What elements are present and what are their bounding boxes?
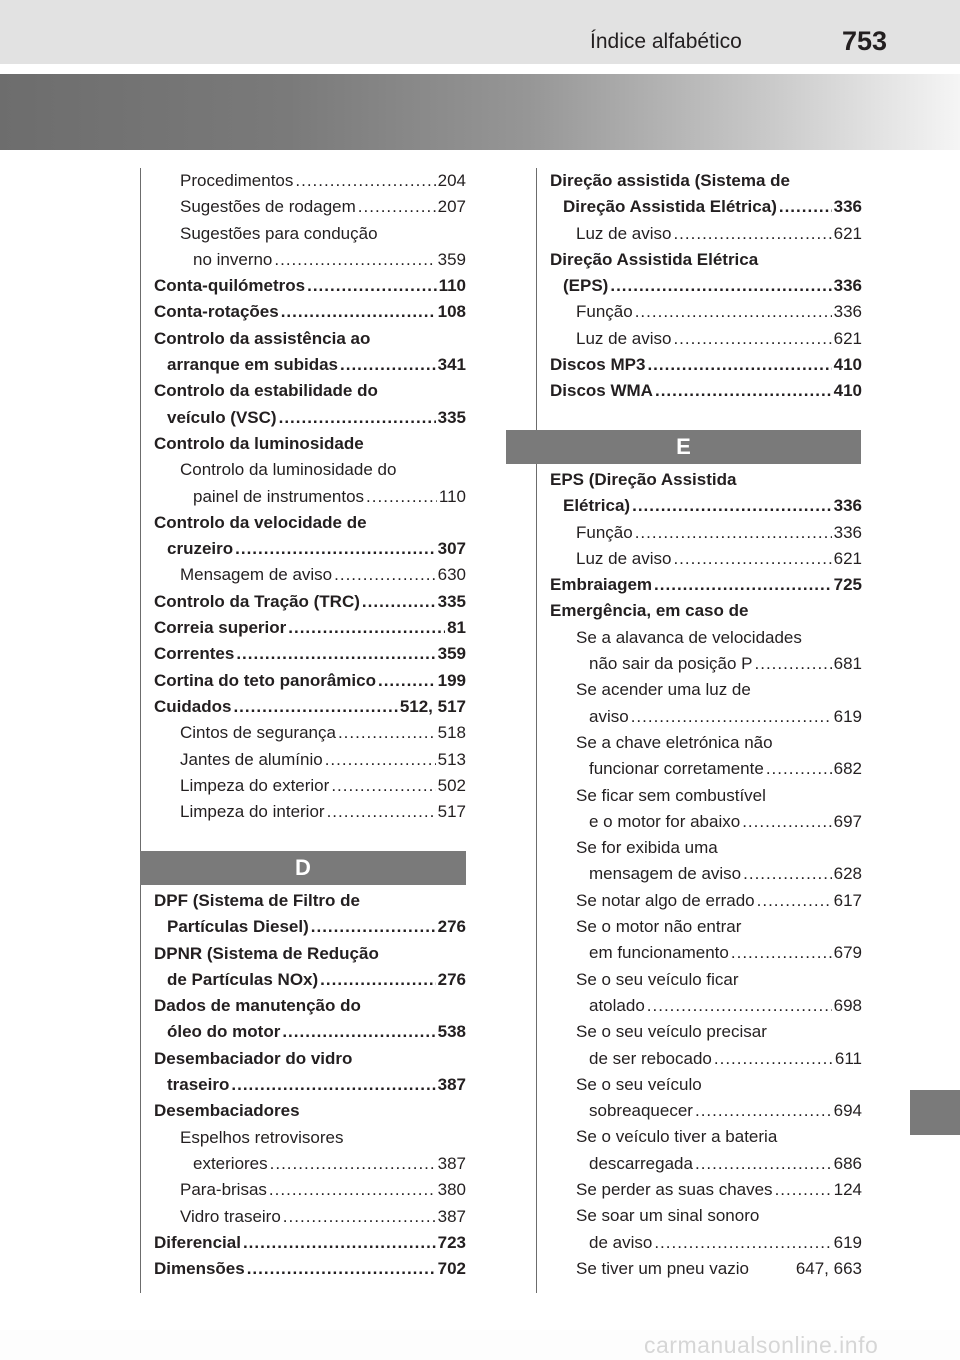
entry-page-ref: 359 [437,249,466,269]
entry-term: exteriores [193,1153,268,1173]
gradient-band [0,74,960,150]
entry-term: (EPS) [563,276,609,296]
entry-page-ref: 513 [437,749,466,769]
index-entry [550,299,862,325]
entry-term: Conta-quilómetros [154,276,306,296]
entry-term: Função [576,522,633,542]
index-entry [550,1256,862,1282]
entry-page-ref: 207 [437,197,466,217]
entry-term: e o motor for abaixo [589,811,741,831]
index-entry [550,546,862,572]
dot-leader [714,1046,833,1072]
dot-leader [655,378,832,404]
running-title: Índice alfabético [590,30,742,53]
entry-term: Correia superior [154,618,287,638]
index-entry [550,378,862,404]
dot-leader [695,1098,832,1124]
dot-leader [731,940,832,966]
dot-leader [743,861,831,887]
dot-leader [327,799,436,825]
entry-term: mensagem de aviso [589,864,742,884]
entry-page-ref: 702 [437,1259,466,1279]
index-entry [154,747,466,773]
index-entry [154,1204,466,1230]
index-column-right-e [550,467,862,1282]
entry-page-ref: 410 [833,355,862,375]
entry-term: Se perder as suas chaves [576,1180,773,1200]
index-entry [550,572,862,598]
index-entry [154,720,466,746]
dot-leader [647,993,832,1019]
dot-leader [673,221,831,247]
entry-term: Se notar algo de errado [576,890,755,910]
entry-term-line: Se ficar sem combustível [576,785,766,805]
index-column-left-c [154,168,466,825]
index-entry [154,641,466,667]
entry-page-ref: 723 [437,1232,466,1252]
entry-term: Sugestões de rodagem [180,197,356,217]
entry-term: atolado [589,995,645,1015]
index-entry [550,809,862,835]
index-entry [154,1177,466,1203]
entry-term: de aviso [589,1232,653,1252]
dot-leader [366,484,437,510]
index-entry [154,1072,466,1098]
dot-leader [654,572,832,598]
entry-page-ref: 276 [437,969,466,989]
dot-leader [288,615,445,641]
entry-term-line: Controlo da luminosidade do [180,460,397,480]
index-entry [550,221,862,247]
dot-leader [673,326,831,352]
entry-term-line: Se soar um sinal sonoro [576,1206,760,1226]
entry-term-line: Direção assistida (Sistema de [550,171,791,190]
entry-term: Limpeza do exterior [180,775,330,795]
entry-term-line: Se o motor não entrar [576,917,742,937]
dot-leader [281,299,436,325]
entry-page-ref: 336 [833,496,862,516]
entry-page-ref: 199 [437,670,466,690]
entry-term-line: Controlo da luminosidade [154,433,364,453]
entry-term-line: Se a alavanca de velocidades [576,627,802,647]
dot-leader [340,352,436,378]
index-entry [550,1151,862,1177]
entry-term: Luz de aviso [576,548,672,568]
index-entry [550,1230,862,1256]
dot-leader [243,1230,436,1256]
dot-leader [673,546,831,572]
dot-leader [378,668,436,694]
index-entry [154,1151,466,1177]
entry-term: painel de instrumentos [193,486,365,506]
section-letter-d: D [295,855,311,880]
entry-term: Função [576,302,633,322]
entry-page-ref: 619 [833,1232,862,1252]
entry-page-ref: 694 [833,1101,862,1121]
page-number: 753 [842,26,888,56]
entry-page-ref: 621 [833,328,862,348]
entry-page-ref: 502 [437,775,466,795]
entry-page-ref: 698 [833,995,862,1015]
dot-leader [635,520,832,546]
index-entry [550,651,862,677]
dot-leader [235,536,435,562]
entry-term: Dimensões [154,1259,245,1279]
index-entry [154,247,466,273]
entry-page-ref: 204 [437,171,466,190]
entry-term: Luz de aviso [576,223,672,243]
dot-leader [236,641,435,667]
dot-leader [775,1177,832,1203]
entry-page-ref: 621 [833,548,862,568]
entry-page-ref: 336 [833,197,862,217]
entry-page-ref: 686 [833,1153,862,1173]
entry-page-ref: 725 [833,575,862,595]
entry-page-ref: 335 [437,407,466,427]
index-entry [550,520,862,546]
entry-page-ref: 380 [437,1180,466,1200]
entry-term-line: DPNR (Sistema de Redução [154,943,379,963]
entry-term: Luz de aviso [576,328,672,348]
dot-leader [635,299,832,325]
dot-leader [766,756,832,782]
entry-page-ref: 518 [437,723,466,743]
entry-term: de Partículas NOx) [167,969,319,989]
entry-term-line: Se for exibida uma [576,838,718,858]
index-entry [154,194,466,220]
index-entry [550,1046,862,1072]
entry-term-line: Se acender uma luz de [576,680,751,700]
entry-term: em funcionamento [589,943,729,963]
index-entry [154,1019,466,1045]
entry-page-ref: 110 [438,276,466,296]
entry-term: Partículas Diesel) [167,917,309,937]
dot-leader [647,352,831,378]
dot-leader [311,914,436,940]
entry-page-ref: 81 [447,618,466,638]
index-entry [154,536,466,562]
dot-leader [269,1177,436,1203]
dot-leader [331,773,435,799]
entry-page-ref: 276 [437,917,466,937]
entry-page-ref: 621 [833,223,862,243]
entry-term: funcionar corretamente [589,759,764,779]
entry-page-ref: 336 [833,302,862,322]
entry-page-ref: 647, 663 [795,1258,862,1278]
header-band [0,0,960,64]
entry-page-ref: 335 [437,591,466,611]
dot-leader [695,1151,832,1177]
entry-term: Cuidados [154,696,232,716]
dot-leader [757,888,832,914]
entry-page-ref: 124 [833,1180,862,1200]
index-column-left-d [154,888,466,1282]
dot-leader [279,405,436,431]
entry-term: Elétrica) [563,496,631,516]
index-entry [154,668,466,694]
entry-term: Para-brisas [180,1180,267,1200]
entry-page-ref: 517 [437,802,466,822]
entry-page-ref: 611 [834,1048,862,1068]
index-entry [550,493,862,519]
dot-leader [779,194,832,220]
index-entry [154,799,466,825]
entry-page-ref: 697 [833,811,862,831]
entry-term: sobreaquecer [589,1101,693,1121]
entry-term: Direção Assistida Elétrica) [563,197,777,217]
left-column-rule [140,168,141,1293]
entry-term-line: Se o veículo tiver a bateria [576,1127,778,1147]
entry-term: Mensagem de aviso [180,565,333,585]
dot-leader [610,273,831,299]
entry-term: aviso [589,706,629,726]
dot-leader [325,747,436,773]
index-entry [154,273,466,299]
dot-leader [632,493,832,519]
index-entry [154,773,466,799]
entry-term: cruzeiro [167,539,234,559]
entry-term-line: Espelhos retrovisores [180,1127,344,1147]
entry-page-ref: 387 [437,1075,466,1095]
entry-page-ref: 617 [833,890,862,910]
dot-leader [282,1019,435,1045]
entry-term-line: Controlo da velocidade de [154,512,367,532]
index-entry [154,168,466,194]
entry-page-ref: 387 [437,1153,466,1173]
entry-term-line: Se a chave eletrónica não [576,732,773,752]
index-entry [154,914,466,940]
entry-term-line: Emergência, em caso de [550,601,749,621]
entry-term: descarregada [589,1153,693,1173]
entry-term: não sair da posição P [589,654,753,674]
index-entry [550,352,862,378]
entry-term-line: Se o seu veículo ficar [576,969,739,989]
dot-leader [233,694,397,720]
dot-leader [755,651,832,677]
entry-page-ref: 682 [833,759,862,779]
index-entry [154,299,466,325]
watermark-text: carmanualsonline.info [644,1332,879,1358]
entry-term: Embraiagem [550,575,653,595]
entry-term: Cintos de segurança [180,723,336,743]
index-entry [154,1230,466,1256]
dot-leader [295,168,435,194]
entry-term-line: Sugestões para condução [180,223,378,243]
entry-page-ref: 628 [833,864,862,884]
entry-term: Jantes de alumínio [180,749,323,769]
index-entry [154,967,466,993]
dot-leader [338,720,436,746]
entry-term: veículo (VSC) [167,407,277,427]
index-entry [550,704,862,730]
entry-term: traseiro [167,1075,230,1095]
entry-term: Procedimentos [180,171,294,190]
entry-term: Limpeza do interior [180,802,325,822]
entry-page-ref: 512, 517 [399,696,466,716]
entry-term: Controlo da Tração (TRC) [154,591,360,611]
entry-page-ref: 110 [438,486,466,506]
dot-leader [270,1151,436,1177]
right-column-rule [536,168,537,1293]
index-entry [550,1177,862,1203]
entry-page-ref: 336 [833,522,862,542]
index-entry [154,484,466,510]
dot-leader [742,809,831,835]
entry-term-line: Direção Assistida Elétrica [550,249,759,269]
index-entry [154,1256,466,1282]
index-entry [154,589,466,615]
dot-leader [654,1230,831,1256]
index-entry [550,1098,862,1124]
dot-leader [247,1256,436,1282]
entry-term: Cortina do teto panorâmico [154,670,376,690]
entry-page-ref: 630 [437,565,466,585]
entry-page-ref: 619 [833,706,862,726]
entry-term: Discos MP3 [550,355,646,375]
entry-term: Vidro traseiro [180,1206,281,1226]
entry-page-ref: 681 [833,654,862,674]
entry-term-line: Se o seu veículo [576,1074,702,1094]
entry-term: Discos WMA [550,381,653,401]
dot-leader [631,704,832,730]
index-entry [550,940,862,966]
index-entry [154,694,466,720]
section-header-e [506,430,861,464]
entry-page-ref: 679 [833,943,862,963]
entry-term: no inverno [193,249,273,269]
entry-term: Se tiver um pneu vazio [576,1258,749,1278]
entry-term-line: Se o seu veículo precisar [576,1022,767,1042]
entry-page-ref: 307 [437,539,466,559]
section-header-d [140,851,466,885]
entry-page-ref: 410 [833,381,862,401]
section-letter-e: E [676,434,691,459]
entry-term: arranque em subidas [167,355,339,375]
index-entry [550,326,862,352]
dot-leader [307,273,436,299]
entry-page-ref: 359 [437,644,466,664]
index-column-right-d [550,168,862,405]
index-entry [550,888,862,914]
index-entry [154,352,466,378]
index-entry [154,562,466,588]
entry-term: óleo do motor [167,1022,281,1042]
index-entry [550,993,862,1019]
entry-term: Conta-rotações [154,302,279,322]
index-entry [550,861,862,887]
entry-term: Correntes [154,644,235,664]
entry-term-line: Controlo da estabilidade do [154,381,378,401]
entry-term-line: EPS (Direção Assistida [550,470,737,489]
entry-term-line: Desembaciador do vidro [154,1048,353,1068]
index-entry [550,194,862,220]
entry-term-line: DPF (Sistema de Filtro de [154,891,360,910]
index-entry [154,615,466,641]
entry-term-line: Desembaciadores [154,1101,300,1121]
dot-leader [358,194,436,220]
dot-leader [283,1204,436,1230]
dot-leader [362,589,436,615]
dot-leader [274,247,435,273]
entry-term-line: Controlo da assistência ao [154,328,371,348]
index-entry [550,273,862,299]
index-entry [550,756,862,782]
entry-page-ref: 341 [437,355,466,375]
entry-page-ref: 538 [437,1022,466,1042]
thumb-index-tab [910,1090,960,1135]
entry-term: de ser rebocado [589,1048,712,1068]
entry-page-ref: 387 [437,1206,466,1226]
index-entry [154,405,466,431]
entry-page-ref: 108 [437,302,466,322]
entry-term-line: Dados de manutenção do [154,996,361,1016]
watermark-strip [0,1330,960,1360]
dot-leader [231,1072,435,1098]
dot-leader [320,967,435,993]
entry-term: Diferencial [154,1232,241,1252]
entry-page-ref: 336 [833,276,862,296]
dot-leader [334,562,435,588]
